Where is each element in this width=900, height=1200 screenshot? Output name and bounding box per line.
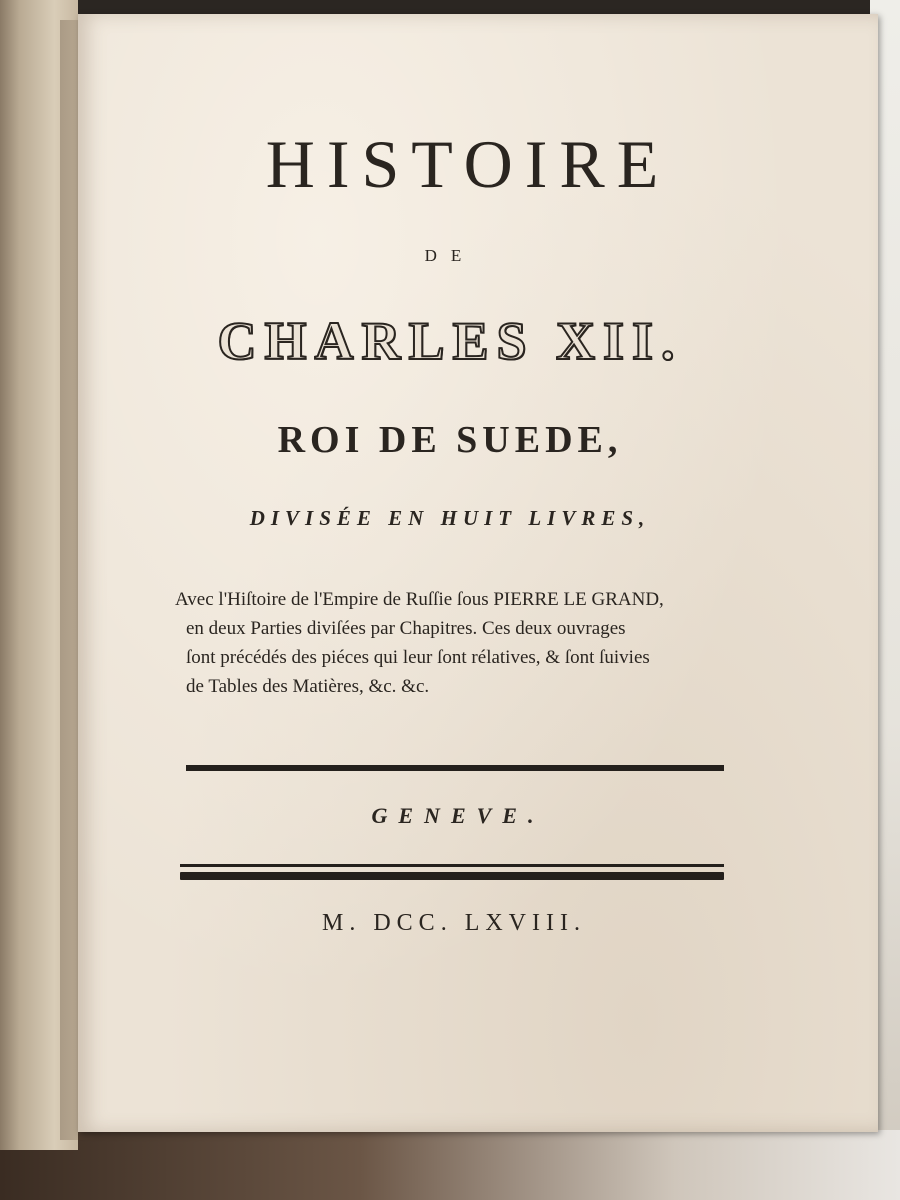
- description-line: ſont précédés des piéces qui leur ſont rélatives, & ſont ſuivies: [186, 647, 650, 668]
- subject-title: ROI DE SUEDE,: [277, 419, 623, 461]
- imprint-date: M. DCC. LXVIII.: [322, 910, 586, 936]
- description-line: Avec l'Hiſtoire de l'Empire de Ruſſie ſous PIERRE LE GRAND,: [175, 589, 664, 610]
- description-paragraph: [170, 585, 750, 701]
- division-note: DIVISÉE EN HUIT LIVRES,: [249, 506, 651, 530]
- table-surface: [0, 1130, 900, 1200]
- top-rule: [186, 765, 724, 771]
- bottom-rule-thick: [180, 872, 724, 880]
- description-line: en deux Parties diviſées par Chapitres. Ces deux ouvrages: [186, 618, 626, 639]
- book-title: HISTOIRE: [265, 126, 671, 202]
- subject-name: CHARLES XII.: [217, 311, 683, 371]
- title-connector: DE: [424, 246, 476, 265]
- description-line: de Tables des Matières, &c. &c.: [186, 676, 430, 697]
- bottom-rule-thin: [180, 864, 724, 867]
- imprint-place: GENEVE.: [371, 803, 545, 828]
